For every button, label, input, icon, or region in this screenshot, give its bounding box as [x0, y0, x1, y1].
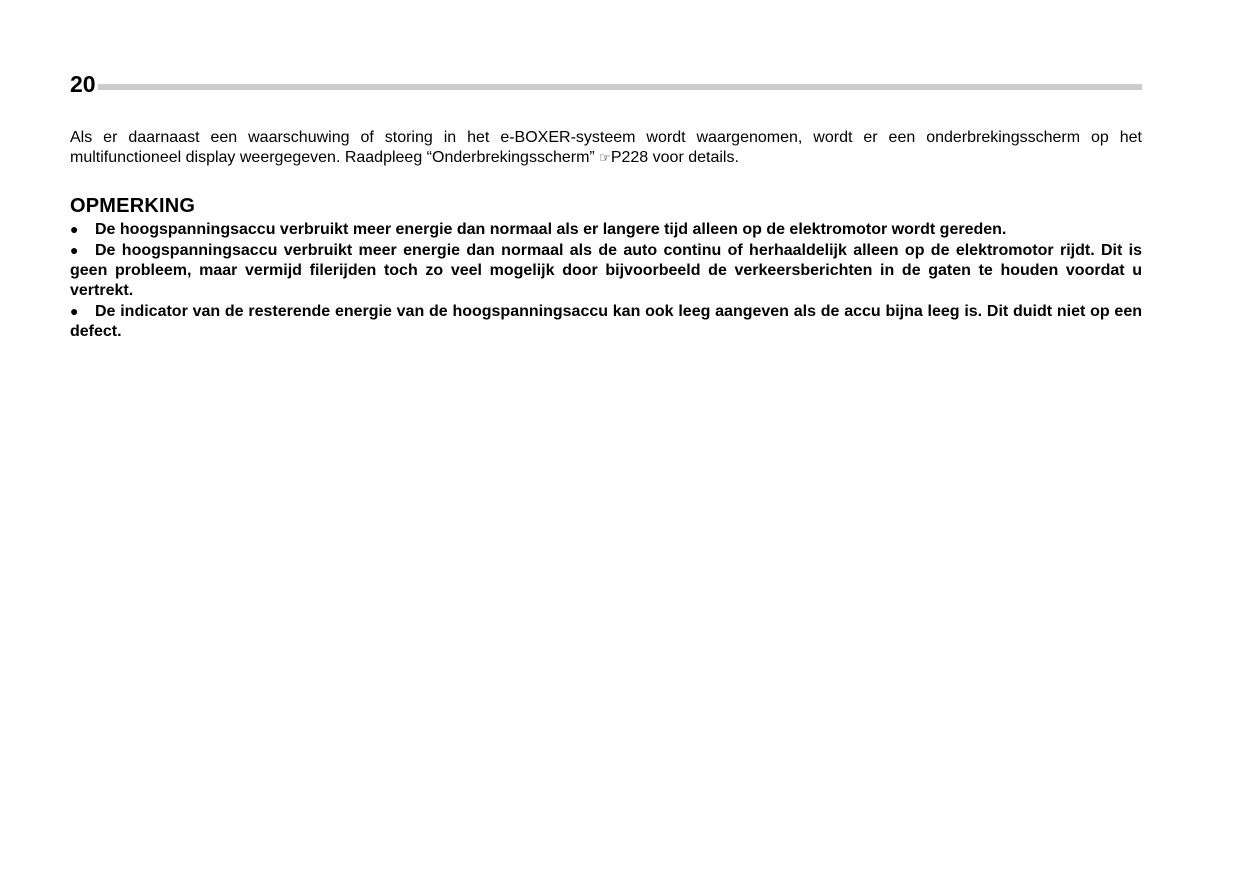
bullet-icon: ● [70, 303, 79, 319]
note-item [70, 240, 1142, 301]
page-reference-link[interactable]: P228 [610, 149, 649, 166]
note-item-text: De hoogspanningsaccu verbruikt meer energie dan normaal als er langere tijd alleen op de elektromotor wordt gereden. [95, 221, 1007, 238]
page-content [70, 128, 1142, 342]
intro-text-end: voor details. [648, 149, 739, 166]
note-item-text: De indicator van de resterende energie van de hoogspanningsaccu kan ook leeg aangeven als de accu bijna leeg is. Dit duidt niet op een defect. [70, 303, 1142, 340]
intro-paragraph [70, 128, 1142, 168]
note-item-text: De hoogspanningsaccu verbruikt meer energie dan normaal als de auto continu of herhaaldelijk alleen op de elektromotor rijdt. Dit is geen probleem, maar vermijd filerijden toch zo veel mogelijk door bijvoorbeeld de verkeersberichten in de gaten te houden voordat u vertrekt. [70, 242, 1142, 299]
header-rule [98, 84, 1142, 90]
note-list [70, 219, 1142, 342]
page-number: 20 [70, 71, 96, 97]
bullet-icon: ● [70, 221, 79, 237]
bullet-icon: ● [70, 242, 79, 258]
note-heading: OPMERKING [70, 195, 196, 217]
pointing-hand-icon: ☞ [599, 150, 611, 165]
page-header [70, 70, 1142, 100]
note-item [70, 219, 1142, 240]
intro-text: Als er daarnaast een waarschuwing of storing in het e-BOXER-systeem wordt waargenomen, wordt er een onderbrekingsscherm op het multifunctioneel display weergegeven. Raadpleeg “Onderbrekingsscherm” [70, 129, 1142, 166]
note-item [70, 301, 1142, 342]
